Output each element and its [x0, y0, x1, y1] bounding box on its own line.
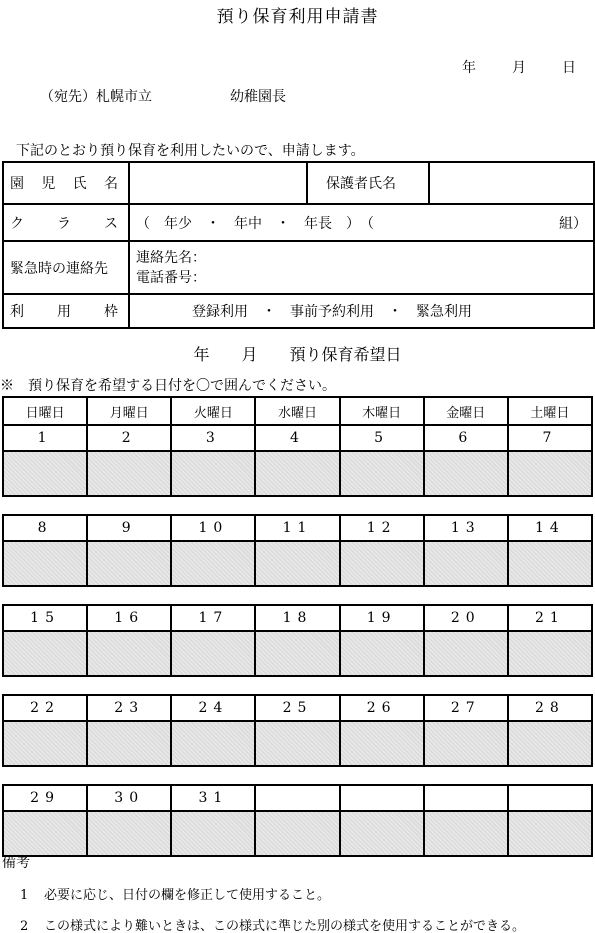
class-options-field[interactable] — [129, 204, 594, 241]
shaded-cell — [340, 811, 424, 856]
remarks-heading: 備考 — [2, 855, 30, 871]
date-cell[interactable] — [508, 785, 592, 811]
week-gap-row — [3, 676, 592, 695]
date-cell[interactable]: 11 — [255, 515, 339, 541]
date-cell[interactable]: 9 — [87, 515, 171, 541]
addressee: （宛先）札幌市立 — [40, 89, 152, 105]
shaded-cell — [508, 721, 592, 766]
shaded-cell — [424, 631, 508, 676]
week-gap — [3, 676, 592, 695]
shaded-cell — [3, 451, 87, 496]
page-title: 預り保育利用申請書 — [216, 7, 379, 27]
date-cell[interactable]: 21 — [508, 605, 592, 631]
date-cell[interactable]: 25 — [255, 695, 339, 721]
date-cell[interactable]: 30 — [87, 785, 171, 811]
shaded-cell — [508, 811, 592, 856]
date-cell[interactable]: 5 — [340, 425, 424, 451]
child-name-label: 園 児 氏 名 — [3, 162, 129, 204]
class-options: （ 年少 ・ 年中 ・ 年長 ） （ — [136, 215, 374, 232]
date-cell[interactable]: 15 — [3, 605, 87, 631]
shaded-cell — [508, 631, 592, 676]
date-cell[interactable]: 8 — [3, 515, 87, 541]
contact-name-label: 連絡先名： — [136, 249, 206, 266]
shaded-cell — [87, 811, 171, 856]
emergency-contact-field[interactable] — [129, 241, 594, 294]
date-cell[interactable]: 6 — [424, 425, 508, 451]
date-cell[interactable]: 1 — [3, 425, 87, 451]
shaded-row — [3, 721, 592, 766]
guardian-name-label: 保護者氏名 — [307, 162, 429, 204]
child-name-field[interactable] — [129, 162, 307, 204]
calendar-table — [2, 396, 593, 857]
shaded-cell — [424, 811, 508, 856]
director-title: 幼稚園長 — [230, 89, 286, 105]
remark-number: 1 — [20, 888, 29, 903]
weekday-header: 火曜日 — [171, 397, 255, 425]
date-cell[interactable] — [424, 785, 508, 811]
date-number-row — [3, 605, 592, 631]
shaded-cell — [171, 451, 255, 496]
shaded-cell — [87, 541, 171, 586]
weekday-header: 金曜日 — [424, 397, 508, 425]
calendar-title: 年 月 預り保育希望日 — [193, 345, 402, 364]
date-cell[interactable]: 17 — [171, 605, 255, 631]
class-label: ク ラ ス — [3, 204, 129, 241]
date-cell[interactable] — [340, 785, 424, 811]
shaded-cell — [508, 451, 592, 496]
shaded-cell — [340, 721, 424, 766]
intro-text: 下記のとおり預り保育を利用したいので、申請します。 — [16, 143, 365, 159]
date-cell[interactable]: 3 — [171, 425, 255, 451]
remark-item — [20, 915, 525, 933]
shaded-cell — [255, 631, 339, 676]
shaded-cell — [508, 541, 592, 586]
shaded-cell — [171, 631, 255, 676]
remark-text: 必要に応じ、日付の欄を修正して使用すること。 — [44, 888, 331, 903]
day-label: 日 — [562, 60, 576, 76]
date-cell[interactable]: 12 — [340, 515, 424, 541]
shaded-cell — [340, 631, 424, 676]
date-cell[interactable]: 20 — [424, 605, 508, 631]
date-cell[interactable]: 31 — [171, 785, 255, 811]
week-gap-row — [3, 586, 592, 605]
weekday-header-row — [3, 397, 592, 425]
date-cell[interactable]: 7 — [508, 425, 592, 451]
date-cell[interactable]: 18 — [255, 605, 339, 631]
date-cell[interactable] — [255, 785, 339, 811]
shaded-cell — [171, 721, 255, 766]
shaded-row — [3, 541, 592, 586]
shaded-cell — [3, 721, 87, 766]
year-label: 年 — [462, 60, 476, 76]
calendar-note: ※ 預り保育を希望する日付を〇で囲んでください。 — [0, 378, 336, 394]
shaded-cell — [3, 631, 87, 676]
date-cell[interactable]: 4 — [255, 425, 339, 451]
date-cell[interactable]: 23 — [87, 695, 171, 721]
date-cell[interactable]: 29 — [3, 785, 87, 811]
date-cell[interactable]: 28 — [508, 695, 592, 721]
weekday-header: 木曜日 — [340, 397, 424, 425]
date-cell[interactable]: 27 — [424, 695, 508, 721]
weekday-header: 水曜日 — [255, 397, 339, 425]
shaded-cell — [424, 451, 508, 496]
shaded-cell — [87, 631, 171, 676]
date-cell[interactable]: 10 — [171, 515, 255, 541]
date-cell[interactable]: 16 — [87, 605, 171, 631]
date-line — [462, 57, 576, 77]
remark-number: 2 — [20, 919, 29, 933]
week-gap — [3, 586, 592, 605]
shaded-cell — [340, 451, 424, 496]
shaded-row — [3, 451, 592, 496]
shaded-cell — [424, 541, 508, 586]
date-number-row — [3, 425, 592, 451]
weekday-header: 月曜日 — [87, 397, 171, 425]
shaded-row — [3, 811, 592, 856]
shaded-cell — [87, 451, 171, 496]
date-cell[interactable]: 22 — [3, 695, 87, 721]
shaded-cell — [424, 721, 508, 766]
shaded-cell — [171, 811, 255, 856]
shaded-cell — [3, 811, 87, 856]
date-cell[interactable]: 24 — [171, 695, 255, 721]
week-gap-row — [3, 766, 592, 785]
month-label: 月 — [512, 60, 526, 76]
shaded-cell — [3, 541, 87, 586]
date-number-row — [3, 695, 592, 721]
remark-item — [20, 884, 330, 903]
usage-options: 登録利用 ・ 事前予約利用 ・ 緊急利用 — [192, 304, 472, 320]
date-cell[interactable]: 26 — [340, 695, 424, 721]
week-gap-row — [3, 496, 592, 515]
week-gap — [3, 496, 592, 515]
usage-label: 利 用 枠 — [3, 294, 129, 328]
shaded-cell — [340, 541, 424, 586]
date-cell[interactable]: 19 — [340, 605, 424, 631]
date-cell[interactable]: 2 — [87, 425, 171, 451]
class-suffix: 組） — [559, 215, 587, 232]
applicant-info-table — [2, 161, 595, 329]
week-gap — [3, 766, 592, 785]
shaded-cell — [255, 451, 339, 496]
guardian-name-field[interactable] — [429, 162, 594, 204]
shaded-cell — [87, 721, 171, 766]
shaded-cell — [255, 721, 339, 766]
phone-number-label: 電話番号： — [136, 269, 206, 286]
shaded-row — [3, 631, 592, 676]
date-number-row — [3, 785, 592, 811]
shaded-cell — [255, 811, 339, 856]
weekday-header: 日曜日 — [3, 397, 87, 425]
weekday-header: 土曜日 — [508, 397, 592, 425]
remark-text: この様式により難いときは、この様式に準じた別の様式を使用することができる。 — [44, 919, 526, 933]
shaded-cell — [171, 541, 255, 586]
shaded-cell — [255, 541, 339, 586]
date-cell[interactable]: 13 — [424, 515, 508, 541]
emergency-contact-label: 緊急時の連絡先 — [3, 241, 129, 294]
date-number-row — [3, 515, 592, 541]
usage-options-field[interactable] — [129, 294, 594, 328]
date-cell[interactable]: 14 — [508, 515, 592, 541]
